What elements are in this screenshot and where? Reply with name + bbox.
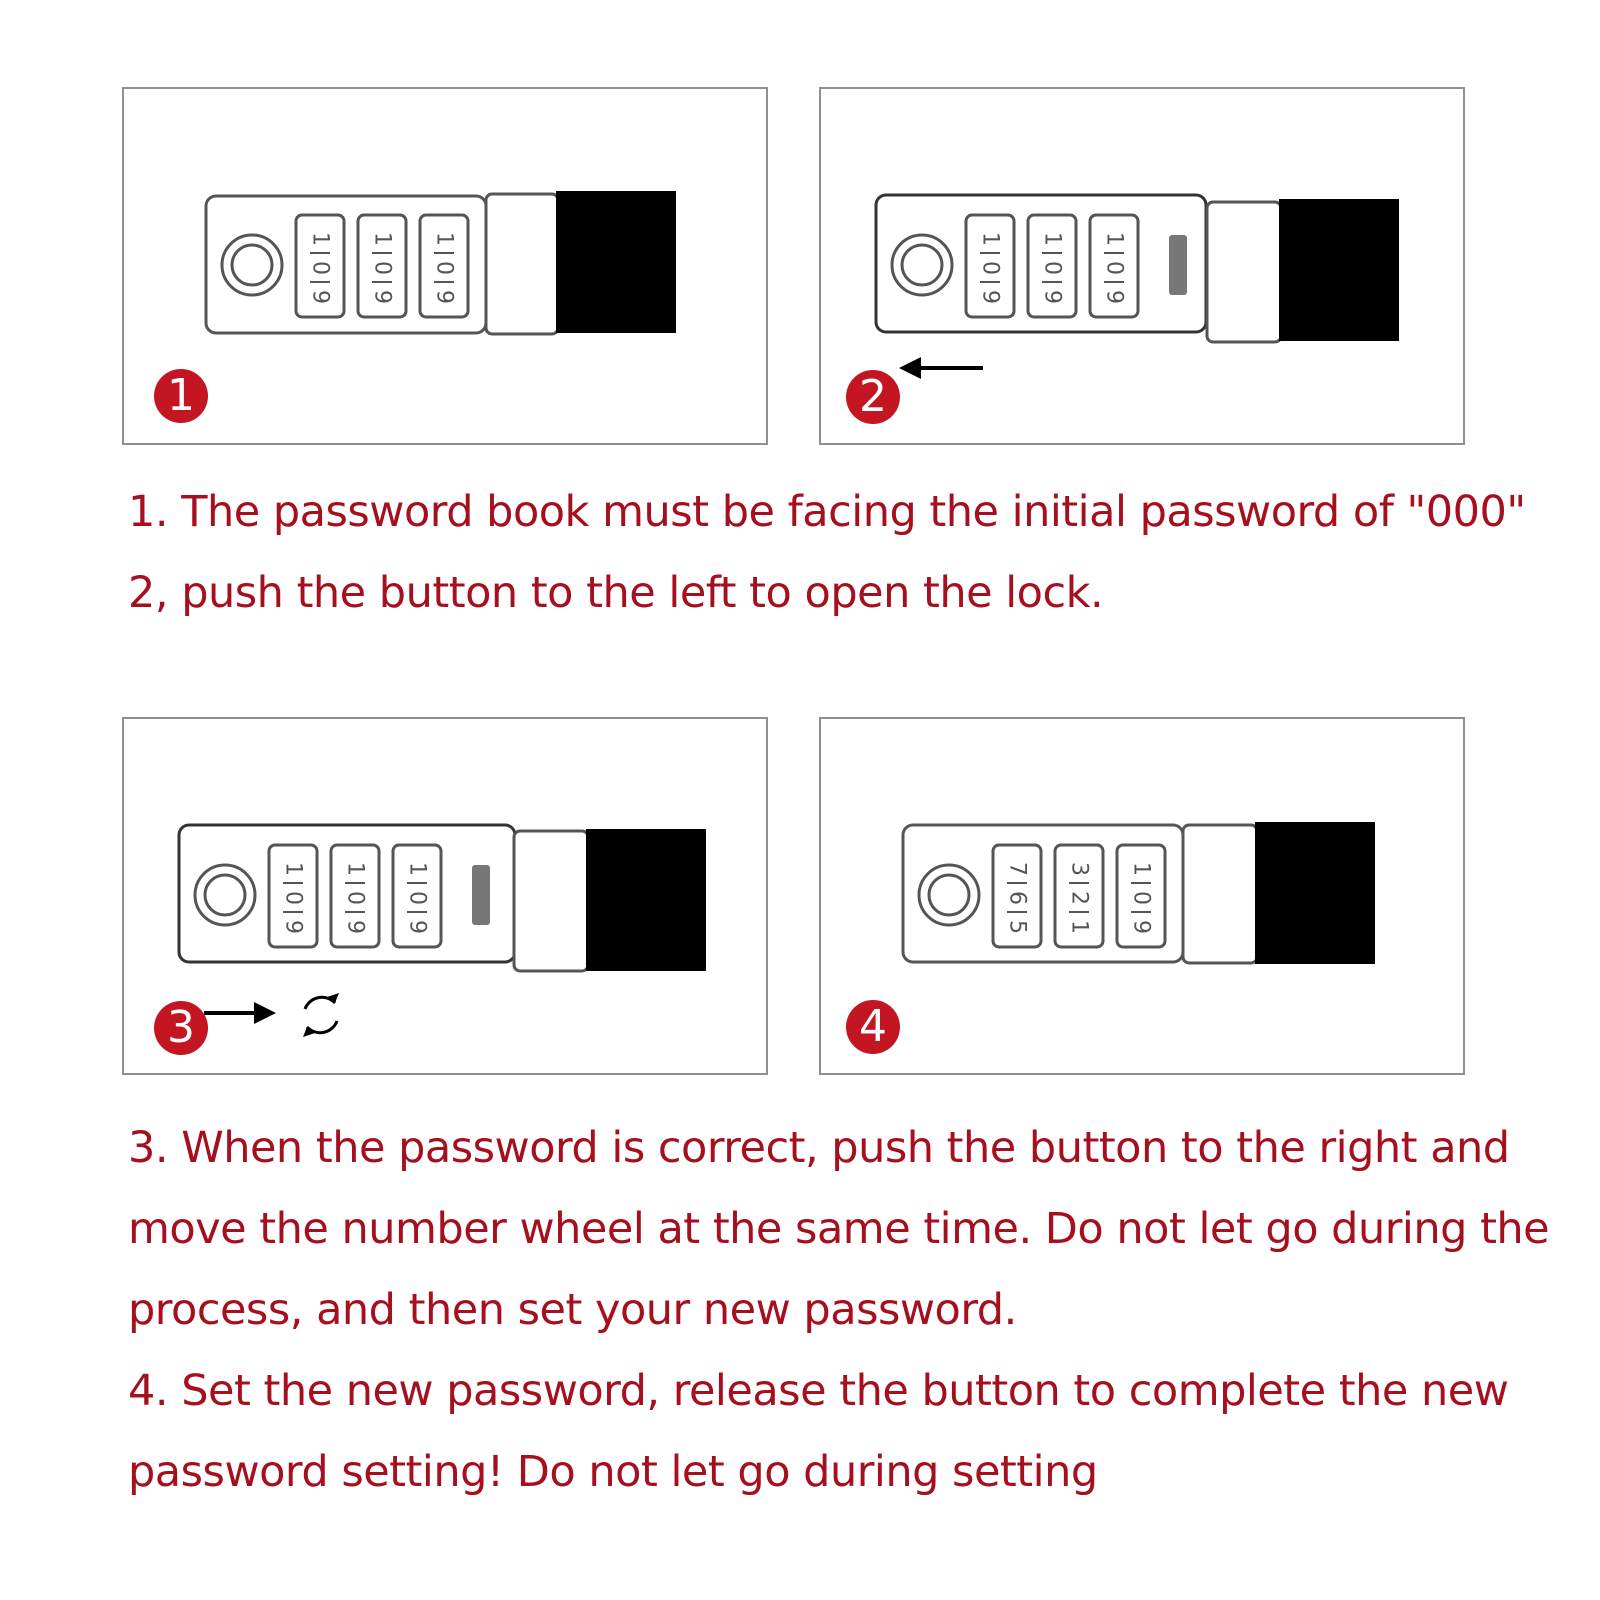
wheel-digit: 9 (431, 290, 457, 304)
wheel-digit: 1 (307, 232, 333, 246)
wheel-digit: 1 (369, 232, 395, 246)
wheel-digit: 0 (342, 891, 368, 905)
step-badge-2: 2 (846, 370, 900, 424)
wheel-digit: 9 (404, 920, 430, 934)
wheel-digit: 9 (977, 290, 1003, 304)
wheel-digit: 3 (1066, 862, 1092, 876)
step-4-panel (819, 717, 1465, 1075)
wheel-digit: 0 (431, 261, 457, 275)
wheel-digit: 5 (1004, 920, 1030, 934)
instruction-line: move the number wheel at the same time. Do not let go during the (128, 1204, 1550, 1254)
lock-illustration-2 (821, 89, 1467, 447)
slide-button (472, 865, 490, 925)
instruction-line: 2, push the button to the left to open the lock. (128, 568, 1104, 618)
wheel-digit: 1 (1039, 232, 1065, 246)
instruction-line: 4. Set the new password, release the button to complete the new (128, 1366, 1509, 1416)
wheel-digit: 9 (280, 920, 306, 934)
wheel-digit: 0 (307, 261, 333, 275)
step-3-panel (122, 717, 768, 1075)
step-badge-1: 1 (154, 369, 208, 423)
wheel-digit: 9 (1128, 920, 1154, 934)
wheel-digit: 1 (404, 862, 430, 876)
wheel-digit: 9 (369, 290, 395, 304)
lock-illustration-3 (124, 719, 770, 1077)
instruction-line: 3. When the password is correct, push the button to the right and (128, 1123, 1510, 1173)
lock-illustration-1 (124, 89, 770, 447)
step-1-panel (122, 87, 768, 445)
instruction-line: process, and then set your new password. (128, 1285, 1017, 1335)
wheel-digit: 6 (1004, 891, 1030, 905)
instructions-top (128, 472, 1526, 634)
wheel-digit: 9 (307, 290, 333, 304)
shackle-sleeve (486, 194, 558, 334)
step-2-panel (819, 87, 1465, 445)
wheel-digit: 1 (280, 862, 306, 876)
wheel-digit: 0 (404, 891, 430, 905)
wheel-digit: 1 (431, 232, 457, 246)
wheel-digit: 9 (342, 920, 368, 934)
instruction-line: 1. The password book must be facing the initial password of "000" (128, 487, 1526, 537)
wheel-digit: 7 (1004, 862, 1030, 876)
wheel-digit: 0 (280, 891, 306, 905)
wheel-digit: 2 (1066, 891, 1092, 905)
wheel-digit: 1 (1066, 920, 1092, 934)
wheel-digit: 0 (1101, 261, 1127, 275)
wheel-digit: 1 (342, 862, 368, 876)
wheel-digit: 0 (369, 261, 395, 275)
wheel-digit: 9 (1101, 290, 1127, 304)
instruction-line: password setting! Do not let go during setting (128, 1447, 1098, 1497)
step-badge-4: 4 (846, 1000, 900, 1054)
wheel-digit: 0 (1128, 891, 1154, 905)
wheel-digit: 1 (1101, 232, 1127, 246)
wheel-digit: 1 (977, 232, 1003, 246)
strap-black (556, 191, 676, 333)
wheel-digit: 1 (1128, 862, 1154, 876)
step-badge-3: 3 (154, 1001, 208, 1055)
wheel-digit: 0 (1039, 261, 1065, 275)
wheel-digit: 0 (977, 261, 1003, 275)
instructions-bottom (128, 1108, 1549, 1513)
slide-button (1169, 235, 1187, 295)
lock-illustration-4 (821, 719, 1467, 1077)
wheel-digit: 9 (1039, 290, 1065, 304)
rotate-icon (303, 993, 339, 1037)
